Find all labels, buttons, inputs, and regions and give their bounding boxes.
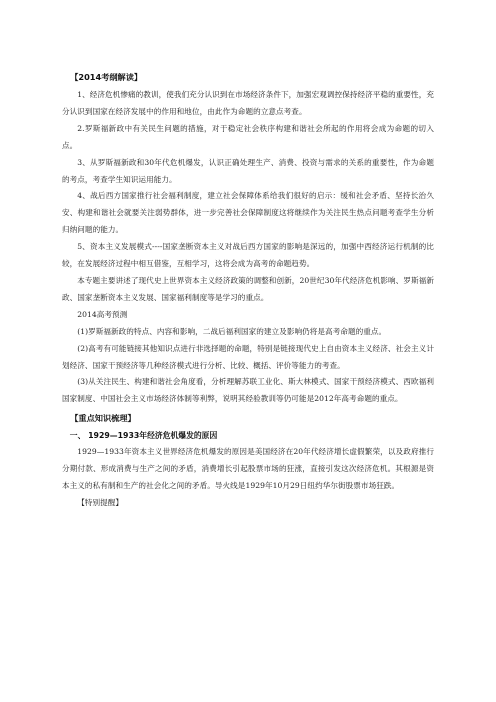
paragraph-forecast-1: (1)罗斯福新政的特点、内容和影响，二战后福利国家的建立及影响仍将是高考命题的重点。 [77, 326, 387, 336]
paragraph-3: 3、从罗斯福新政和30年代危机爆发，认识正确处理生产、消费、投资与需求的关系的重要性，作为命题的考点，考查学生知识运用能力。 [62, 157, 434, 184]
subsection-heading-causes: 一、 1929—1933年经济危机爆发的原因 [69, 431, 218, 441]
paragraph-2: 2.罗斯福新政中有关民生问题的措施，对于稳定社会秩序构建和谐社会所起的作用将会成为命题的切入点。 [62, 123, 434, 150]
paragraph-1: 1、经济危机惨痛的教训，使我们充分认识到在市场经济条件下，加强宏观调控保持经济平稳的重要性，充分认识到国家在经济发展中的作用和地位，由此作为命题的立意点考查。 [62, 90, 434, 116]
paragraph-4: 4、战后西方国家推行社会福利制度，建立社会保障体系给我们很好的启示：缓和社会矛盾、坚持长治久安、构建和谐社会就要关注弱势群体，进一步完善社会保障制度这将继续作为关注民生热点问题考查学生分析归纳问题的能力。 [62, 191, 434, 235]
section-heading-key-points: 【重点知识梳理】 [70, 413, 136, 424]
paragraph-causes: 1929—1933年资本主义世界经济危机爆发的原因是美国经济在20年代经济增长虚假繁荣，以及政府推行分期付款、形成消费与生产之间的矛盾，消费增长引起股票市场的狂涨，直接引发这次经济危机。其根源是资本主义的私有制和生产的社会化之间的矛盾。导火线是1929年10月29日纽约华尔街股票市场狂跌。 [62, 447, 434, 491]
paragraph-forecast-2: (2)高考有可能链接其他知识点进行非选择题的命题，特别是链接现代史上自由资本主义经济、社会主义计划经济、国家干预经济等几种经济模式进行分析、比较、概括、评价等能力的考查。 [62, 343, 434, 370]
section-heading-exam-outline: 【2014考纲解读】 [70, 72, 143, 82]
paragraph-5: 5、资本主义发展模式----国家垄断资本主义对战后西方国家的影响是深远的，加强中西经济运行机制的比较，在发展经济过程中相互借鉴，互相学习，这将会成为高考的命题趋势。 [62, 242, 434, 269]
paragraph-6: 本专题主要讲述了现代史上世界资本主义经济政策的调整和创新，20世纪30年代经济危机影响、罗斯福新政、国家垄断资本主义发展、国家福利制度等是学习的重点。 [62, 275, 434, 302]
paragraph-special-reminder: 【特别提醒】 [77, 497, 124, 507]
document-body [62, 70, 434, 512]
paragraph-forecast-title: 2014高考预测 [77, 309, 128, 319]
paragraph-forecast-3: (3)从关注民生、构建和谐社会角度看，分析理解苏联工业化、斯大林模式、国家干预经济模式、西欧福利国家制度、中国社会主义市场经济体制等利弊，说明其经验教训等仍可能是2012年高考命题的重点。 [62, 377, 434, 404]
